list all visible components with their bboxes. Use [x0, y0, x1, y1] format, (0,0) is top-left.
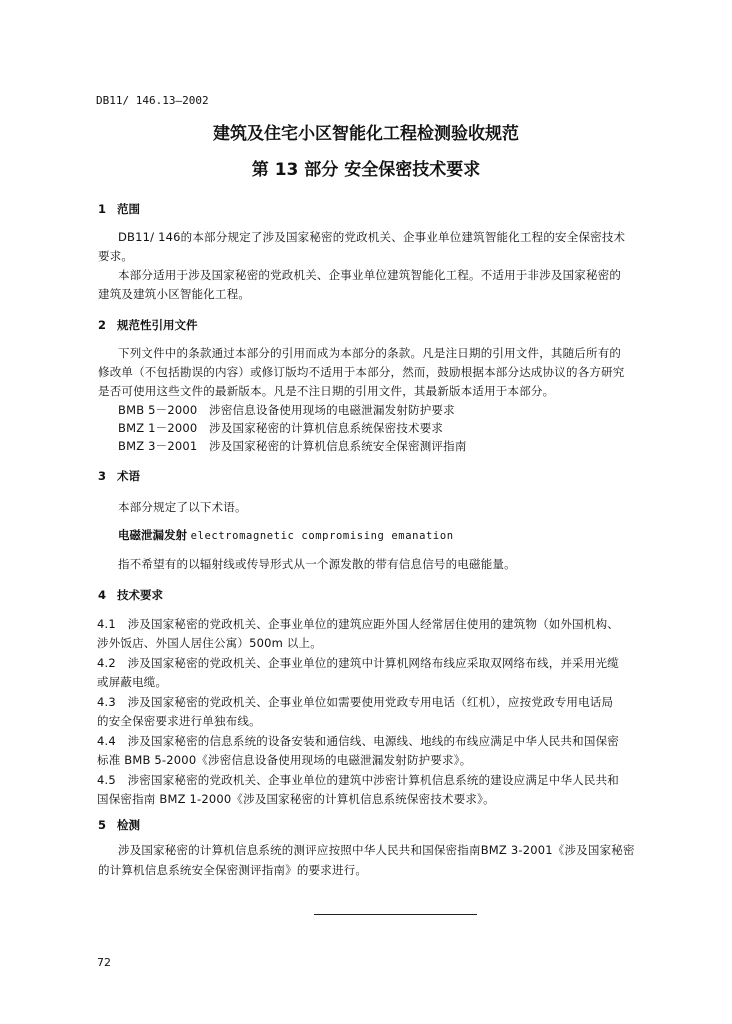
term-definition: 指不希望有的以辐射线或传导形式从一个源发散的带有信息信号的电磁能量。 — [118, 557, 516, 571]
section-2-line: 是否可使用这些文件的最新版本。凡是不注日期的引用文件，其最新版本适用于本部分。 — [98, 384, 555, 398]
document-title: 建筑及住宅小区智能化工程检测验收规范 — [213, 124, 519, 144]
section-1-heading: 范围 — [117, 202, 140, 216]
section-2-line: 修改单（不包括勘误的内容）或修订版均不适用于本部分，然而，鼓励根据本部分达成协议的各方研究 — [98, 365, 625, 379]
section-1-line: 本部分适用于涉及国家秘密的党政机关、企事业单位建筑智能化工程。不适用于非涉及国家秘密的 — [118, 268, 622, 282]
page-number: 72 — [97, 956, 111, 969]
section-4-heading: 技术要求 — [117, 588, 163, 602]
requirement-line: 4.2 涉及国家秘密的党政机关、企事业单位的建筑中计算机网络布线应采取双网络布线，并采用光缆 — [97, 656, 619, 670]
term-english: electromagnetic compromising emanation — [190, 530, 454, 542]
section-5-line: 的计算机信息系统安全保密测评指南》的要求进行。 — [98, 863, 368, 877]
section-2-heading: 规范性引用文件 — [117, 318, 198, 332]
section-1-line: 要求。 — [98, 249, 134, 263]
section-4-number: 4 — [98, 588, 107, 602]
requirement-line: 标准 BMB 5-2000《涉密信息设备使用现场的电磁泄漏发射防护要求》。 — [97, 753, 472, 767]
reference-item: BMZ 1－2000 涉及国家秘密的计算机信息系统保密技术要求 — [118, 421, 444, 435]
section-1-number: 1 — [98, 202, 107, 216]
section-1-line: 建筑及建筑小区智能化工程。 — [98, 287, 251, 301]
section-3-number: 3 — [98, 469, 107, 483]
section-5-heading: 检测 — [117, 818, 140, 832]
requirement-line: 的安全保密要求进行单独布线。 — [97, 714, 261, 728]
requirement-line: 涉外饭店、外国人居住公寓）500m 以上。 — [97, 636, 323, 650]
requirement-line: 4.4 涉及国家秘密的信息系统的设备安装和通信线、电源线、地线的布线应满足中华人民共和国保密 — [97, 734, 619, 748]
section-1-line: DB11/ 146的本部分规定了涉及国家秘密的党政机关、企事业单位建筑智能化工程的安全保密技术 — [118, 230, 626, 244]
requirement-line: 或屏蔽电缆。 — [97, 675, 168, 689]
requirement-line: 4.1 涉及国家秘密的党政机关、企事业单位的建筑应距外国人经常居住使用的建筑物（如外国机构、 — [97, 617, 619, 631]
section-3-intro: 本部分规定了以下术语。 — [118, 500, 247, 514]
section-5-number: 5 — [98, 818, 107, 832]
section-2-line: 下列文件中的条款通过本部分的引用而成为本部分的条款。凡是注日期的引用文件，其随后所有的 — [118, 346, 622, 360]
reference-item: BMB 5－2000 涉密信息设备使用现场的电磁泄漏发射防护要求 — [118, 403, 455, 417]
section-3-heading: 术语 — [117, 469, 140, 483]
section-5-line: 涉及国家秘密的计算机信息系统的测评应按照中华人民共和国保密指南BMZ 3-2001《涉及国家秘密 — [118, 843, 635, 857]
document-subtitle: 第 13 部分 安全保密技术要求 — [251, 160, 481, 180]
document-number: DB11/ 146.13—2002 — [96, 94, 209, 107]
requirement-line: 4.5 涉密国家秘密的党政机关、企事业单位的建筑中涉密计算机信息系统的建设应满足中华人民共和 — [97, 773, 619, 787]
term-chinese: 电磁泄漏发射 — [118, 528, 187, 542]
reference-item: BMZ 3－2001 涉及国家秘密的计算机信息系统安全保密测评指南 — [118, 439, 467, 453]
requirement-line: 4.3 涉及国家秘密的党政机关、企事业单位如需要使用党政专用电话（红机），应按党政专用电话局 — [97, 695, 614, 709]
requirement-line: 国保密指南 BMZ 1-2000《涉及国家秘密的计算机信息系统保密技术要求》。 — [97, 792, 495, 806]
term-entry — [118, 528, 454, 543]
end-rule — [314, 914, 477, 915]
section-2-number: 2 — [98, 318, 107, 332]
